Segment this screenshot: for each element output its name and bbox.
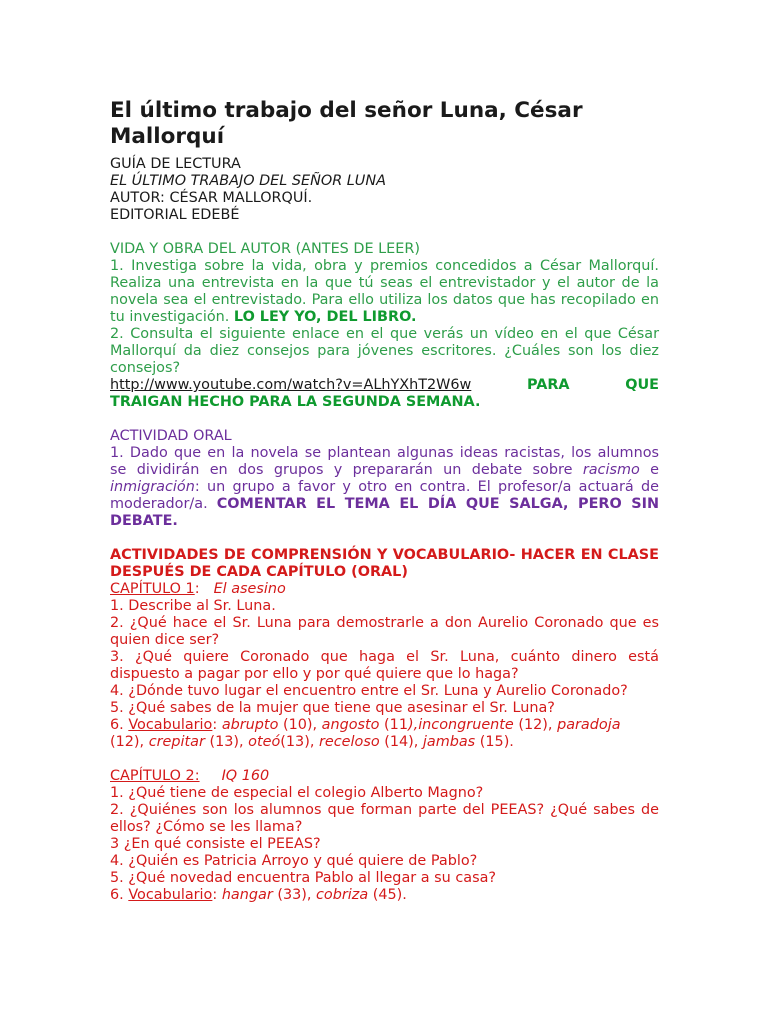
vocab-page: (15). (475, 734, 514, 750)
activity-item (110, 445, 659, 530)
vocab-word: crepitar (148, 734, 205, 750)
vocabulary-item (110, 717, 659, 751)
teacher-note: COMENTAR EL TEMA EL DÍA QUE SALGA, PERO SIN DEBATE. (110, 496, 660, 529)
section-vida-obra (110, 241, 659, 411)
chapter-name: IQ 160 (221, 768, 270, 784)
term-inmigracion: inmigración (110, 479, 195, 495)
activity-item (110, 258, 659, 326)
vocab-word: cobriza (316, 887, 369, 903)
question-item: 3. ¿Qué quiere Coronado que haga el Sr. Luna, cuánto dinero está dispuesto a pagar por ello y por qué quiere que lo haga? (110, 649, 659, 682)
question-item: 5. ¿Qué novedad encuentra Pablo al llegar a su casa? (110, 870, 497, 886)
guide-label: GUÍA DE LECTURA (110, 156, 241, 172)
vocab-word: receloso (318, 734, 380, 750)
vocab-page: (13), (204, 734, 249, 750)
chapter-block (110, 768, 659, 904)
vocab-colon: : (212, 887, 222, 903)
section-actividad-oral (110, 428, 659, 530)
vocab-word: hangar (221, 887, 273, 903)
vocab-page: (12), (513, 717, 558, 733)
vocabulary-label: Vocabulario (128, 717, 213, 733)
publisher-line: EDITORIAL EDEBÉ (110, 207, 240, 223)
chapter-number: CAPÍTULO 2: (110, 768, 200, 784)
chapter-number: CAPÍTULO 1 (110, 581, 195, 597)
vocab-page: (10), (278, 717, 322, 733)
vocab-page: (14), (379, 734, 423, 750)
youtube-link[interactable]: http://www.youtube.com/watch?v=ALhYXhT2W6w (110, 377, 472, 393)
question-item: 4. ¿Quién es Patricia Arroyo y qué quiere de Pablo? (110, 853, 478, 869)
section-comprension (110, 547, 659, 904)
book-title: EL ÚLTIMO TRABAJO DEL SEÑOR LUNA (110, 173, 386, 189)
activity-item: 2. Consulta el siguiente enlace en el que verás un vídeo en el que César Mallorquí da diez consejos para jóvenes escritores. ¿Cuáles son los diez consejos? (110, 326, 659, 376)
chapter-block (110, 581, 659, 751)
vocab-word: oteó (248, 734, 281, 750)
document-title: El último trabajo del señor Luna, César Mallorquí (110, 98, 583, 149)
chapter-heading (110, 581, 659, 598)
question-list (110, 785, 659, 904)
vocab-word: abrupto (221, 717, 279, 733)
question-item: 3 ¿En qué consiste el PEEAS? (110, 836, 321, 852)
vocab-word: jambas (422, 734, 476, 750)
activity-text: : un grupo a favor y otro en contra. El profesor/a actuará de moderador/a. (110, 479, 659, 512)
question-item: 1. Describe al Sr. Luna. (110, 598, 276, 614)
link-row (110, 377, 659, 394)
section-heading: ACTIVIDADES DE COMPRENSIÓN Y VOCABULARIO- HACER EN CLASE DESPUÉS DE CADA CAPÍTULO (ORAL) (110, 547, 659, 580)
question-item: 5. ¿Qué sabes de la mujer que tiene que asesinar el Sr. Luna? (110, 700, 555, 716)
question-list (110, 598, 659, 751)
activity-text: 1. Investiga sobre la vida, obra y premios concedidos a César Mallorquí. Realiza una entrevista en la que tú seas el entrevistador y el autor de la novela sea el entrevistado. Para ello utiliza los datos que has recopilado en tu investigación. (110, 258, 659, 325)
vocab-page: (45). (368, 887, 407, 903)
vocab-word: ),incongruente (408, 717, 514, 733)
activity-text: 1. Dado que en la novela se plantean algunas ideas racistas, los alumnos se dividirán en dos grupos y prepararán un debate sobre (110, 445, 659, 478)
section-heading: VIDA Y OBRA DEL AUTOR (ANTES DE LEER) (110, 241, 420, 257)
chapter-separator: : (194, 581, 200, 597)
document-content (110, 98, 659, 904)
question-item: 1. ¿Qué tiene de especial el colegio Alberto Magno? (110, 785, 484, 801)
author-line: AUTOR: CÉSAR MALLORQUÍ. (110, 190, 313, 206)
question-item: 4. ¿Dónde tuvo lugar el encuentro entre el Sr. Luna y Aurelio Coronado? (110, 683, 628, 699)
question-item: 2. ¿Qué hace el Sr. Luna para demostrarle a don Aurelio Coronado que es quien dice ser? (110, 615, 659, 648)
vocab-word: paradoja (557, 717, 621, 733)
vocab-page: (33), (272, 887, 317, 903)
activity-text: e (639, 462, 659, 478)
vocabulary-label: Vocabulario (128, 887, 213, 903)
item-number: 6. (110, 717, 129, 733)
vocab-page: (13), (280, 734, 319, 750)
chapter-heading (110, 768, 659, 785)
vocab-page: (11 (379, 717, 408, 733)
term-racismo: racismo (582, 462, 640, 478)
teacher-note: LO LEY YO, DEL LIBRO. (233, 309, 417, 325)
vocab-page: (12), (110, 734, 149, 750)
vocabulary-item (110, 887, 659, 904)
vocab-colon: : (212, 717, 222, 733)
section-heading: ACTIVIDAD ORAL (110, 428, 232, 444)
chapter-name: El asesino (213, 581, 286, 597)
guide-meta (110, 156, 659, 224)
vocab-word: angosto (321, 717, 380, 733)
item-number: 6. (110, 887, 129, 903)
teacher-note: TRAIGAN HECHO PARA LA SEGUNDA SEMANA. (110, 394, 481, 410)
question-item: 2. ¿Quiénes son los alumnos que forman parte del PEEAS? ¿Qué sabes de ellos? ¿Cómo se les llama? (110, 802, 659, 835)
teacher-note-word: QUE (625, 377, 659, 393)
teacher-note-word: PARA (526, 377, 570, 393)
